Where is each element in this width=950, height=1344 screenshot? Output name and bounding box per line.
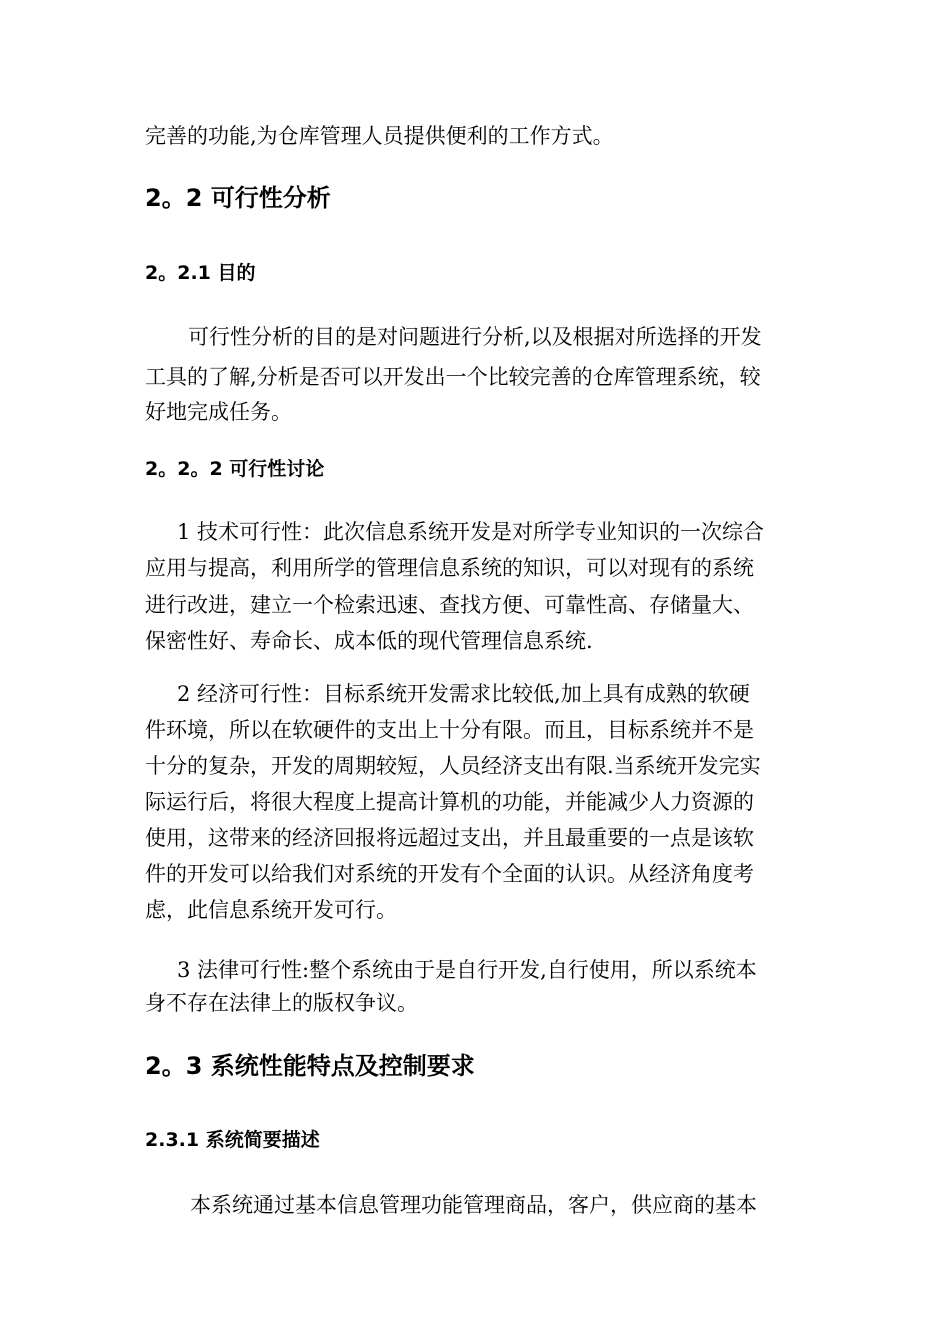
intro-line: 完善的功能,为仓库管理人员提供便利的工作方式。 [145,124,614,148]
paragraph-line: 虑，此信息系统开发可行。 [145,898,397,922]
paragraph-line: 1 技术可行性：此次信息系统开发是对所学专业知识的一次综合 [177,520,765,544]
paragraph-line: 际运行后，将很大程度上提高计算机的功能，并能减少人力资源的 [145,790,754,814]
subsection-heading-2-2-2: 2。2。2 可行性讨论 [145,458,325,480]
paragraph-line: 2 经济可行性：目标系统开发需求比较低,加上具有成熟的软硬 [177,682,750,706]
paragraph-line: 进行改进，建立一个检索迅速、查找方便、可靠性高、存储量大、 [145,593,754,617]
paragraph-line: 应用与提高，利用所学的管理信息系统的知识，可以对现有的系统 [145,556,754,580]
subsection-heading-2-3-1: 2.3.1 系统简要描述 [145,1129,320,1151]
paragraph-line: 件的开发可以给我们对系统的开发有个全面的认识。从经济角度考 [145,862,754,886]
subsection-heading-2-2-1: 2。2.1 目的 [145,262,256,284]
paragraph-line: 使用，这带来的经济回报将远超过支出，并且最重要的一点是该软 [145,826,754,850]
paragraph-line: 本系统通过基本信息管理功能管理商品，客户，供应商的基本 [190,1193,757,1217]
paragraph-line: 好地完成任务。 [145,400,292,424]
paragraph-line: 十分的复杂，开发的周期较短，人员经济支出有限.当系统开发完实 [145,754,761,778]
section-heading-2-3: 2。3 系统性能特点及控制要求 [145,1052,475,1080]
paragraph-line: 工具的了解,分析是否可以开发出一个比较完善的仓库管理系统，较 [145,365,761,389]
paragraph-line: 可行性分析的目的是对问题进行分析,以及根据对所选择的开发 [188,325,762,349]
paragraph-line: 3 法律可行性:整个系统由于是自行开发,自行使用，所以系统本 [177,958,757,982]
paragraph-line: 身不存在法律上的版权争议。 [145,991,418,1015]
paragraph-line: 保密性好、寿命长、成本低的现代管理信息系统. [145,629,593,653]
paragraph-line: 件环境，所以在软硬件的支出上十分有限。而且，目标系统并不是 [145,718,754,742]
section-heading-2-2: 2。2 可行性分析 [145,184,331,212]
